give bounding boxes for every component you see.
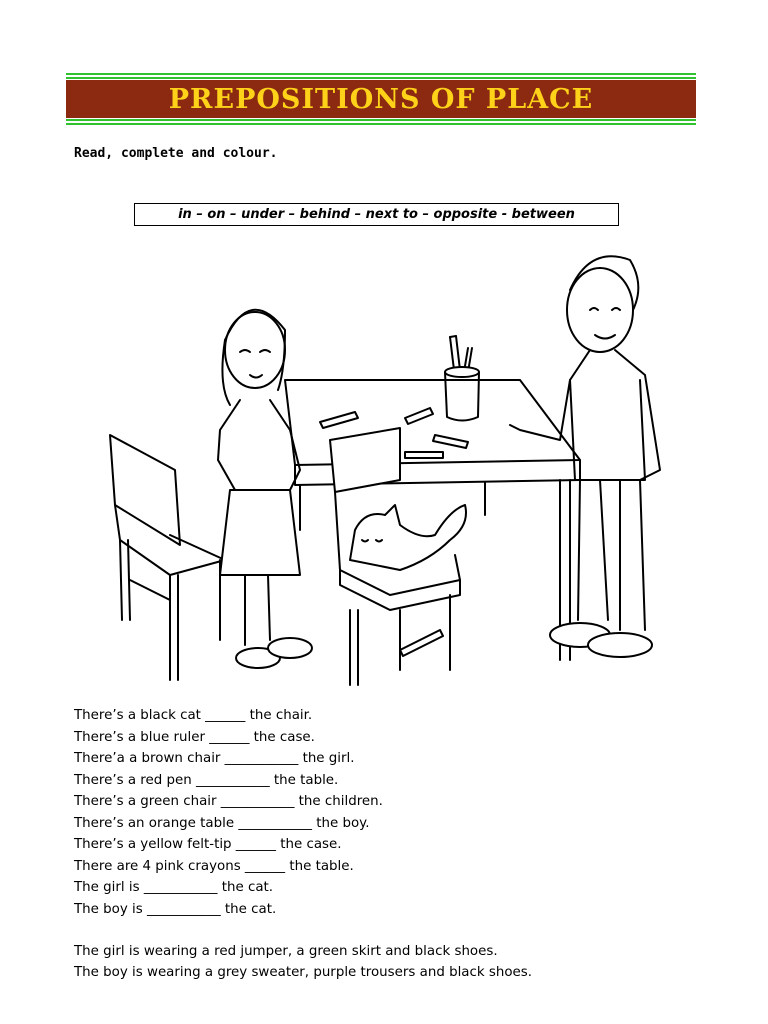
description-girl: The girl is wearing a red jumper, a green skirt and black shoes. bbox=[74, 944, 498, 959]
classroom-illustration bbox=[100, 240, 680, 690]
left-chair-drawing bbox=[110, 435, 225, 680]
sentence-3: There’a a brown chair ___________ the girl. bbox=[74, 751, 355, 766]
page-title: PREPOSITIONS OF PLACE bbox=[168, 83, 594, 115]
header-stripe-bottom-inner bbox=[66, 119, 696, 121]
girl-drawing bbox=[218, 310, 312, 668]
header-stripe-top-inner bbox=[66, 77, 696, 79]
colour-descriptions bbox=[74, 941, 532, 983]
title-banner bbox=[66, 80, 696, 118]
felt-tip-drawing bbox=[400, 630, 443, 656]
sentences-list bbox=[74, 705, 383, 920]
sentence-8: There are 4 pink crayons ______ the table. bbox=[74, 858, 354, 874]
description-boy: The boy is wearing a grey sweater, purple trousers and black shoes. bbox=[74, 965, 533, 980]
sentence-10: The boy is ___________ the cat. bbox=[74, 901, 277, 917]
word-bank-box bbox=[134, 203, 619, 226]
cat-drawing bbox=[350, 505, 466, 570]
sentence-1: There’s a black cat ______ the chair. bbox=[74, 708, 313, 723]
word-bank: in – on – under – behind – next to – opposite - between bbox=[178, 207, 575, 222]
sentence-6: There’s an orange table ___________ the boy. bbox=[74, 815, 370, 831]
sentence-7: There’s a yellow felt-tip ______ the case. bbox=[74, 837, 342, 852]
header-stripe-bottom bbox=[66, 123, 696, 125]
sentence-9: The girl is ___________ the cat. bbox=[74, 880, 274, 895]
sentence-4: There’s a red pen ___________ the table. bbox=[74, 772, 339, 788]
header-stripe-top bbox=[66, 73, 696, 75]
instructions: Read, complete and colour. bbox=[74, 146, 278, 161]
sentence-5: There’s a green chair ___________ the children. bbox=[74, 794, 383, 809]
sentence-2: There’s a blue ruler ______ the case. bbox=[74, 729, 315, 745]
